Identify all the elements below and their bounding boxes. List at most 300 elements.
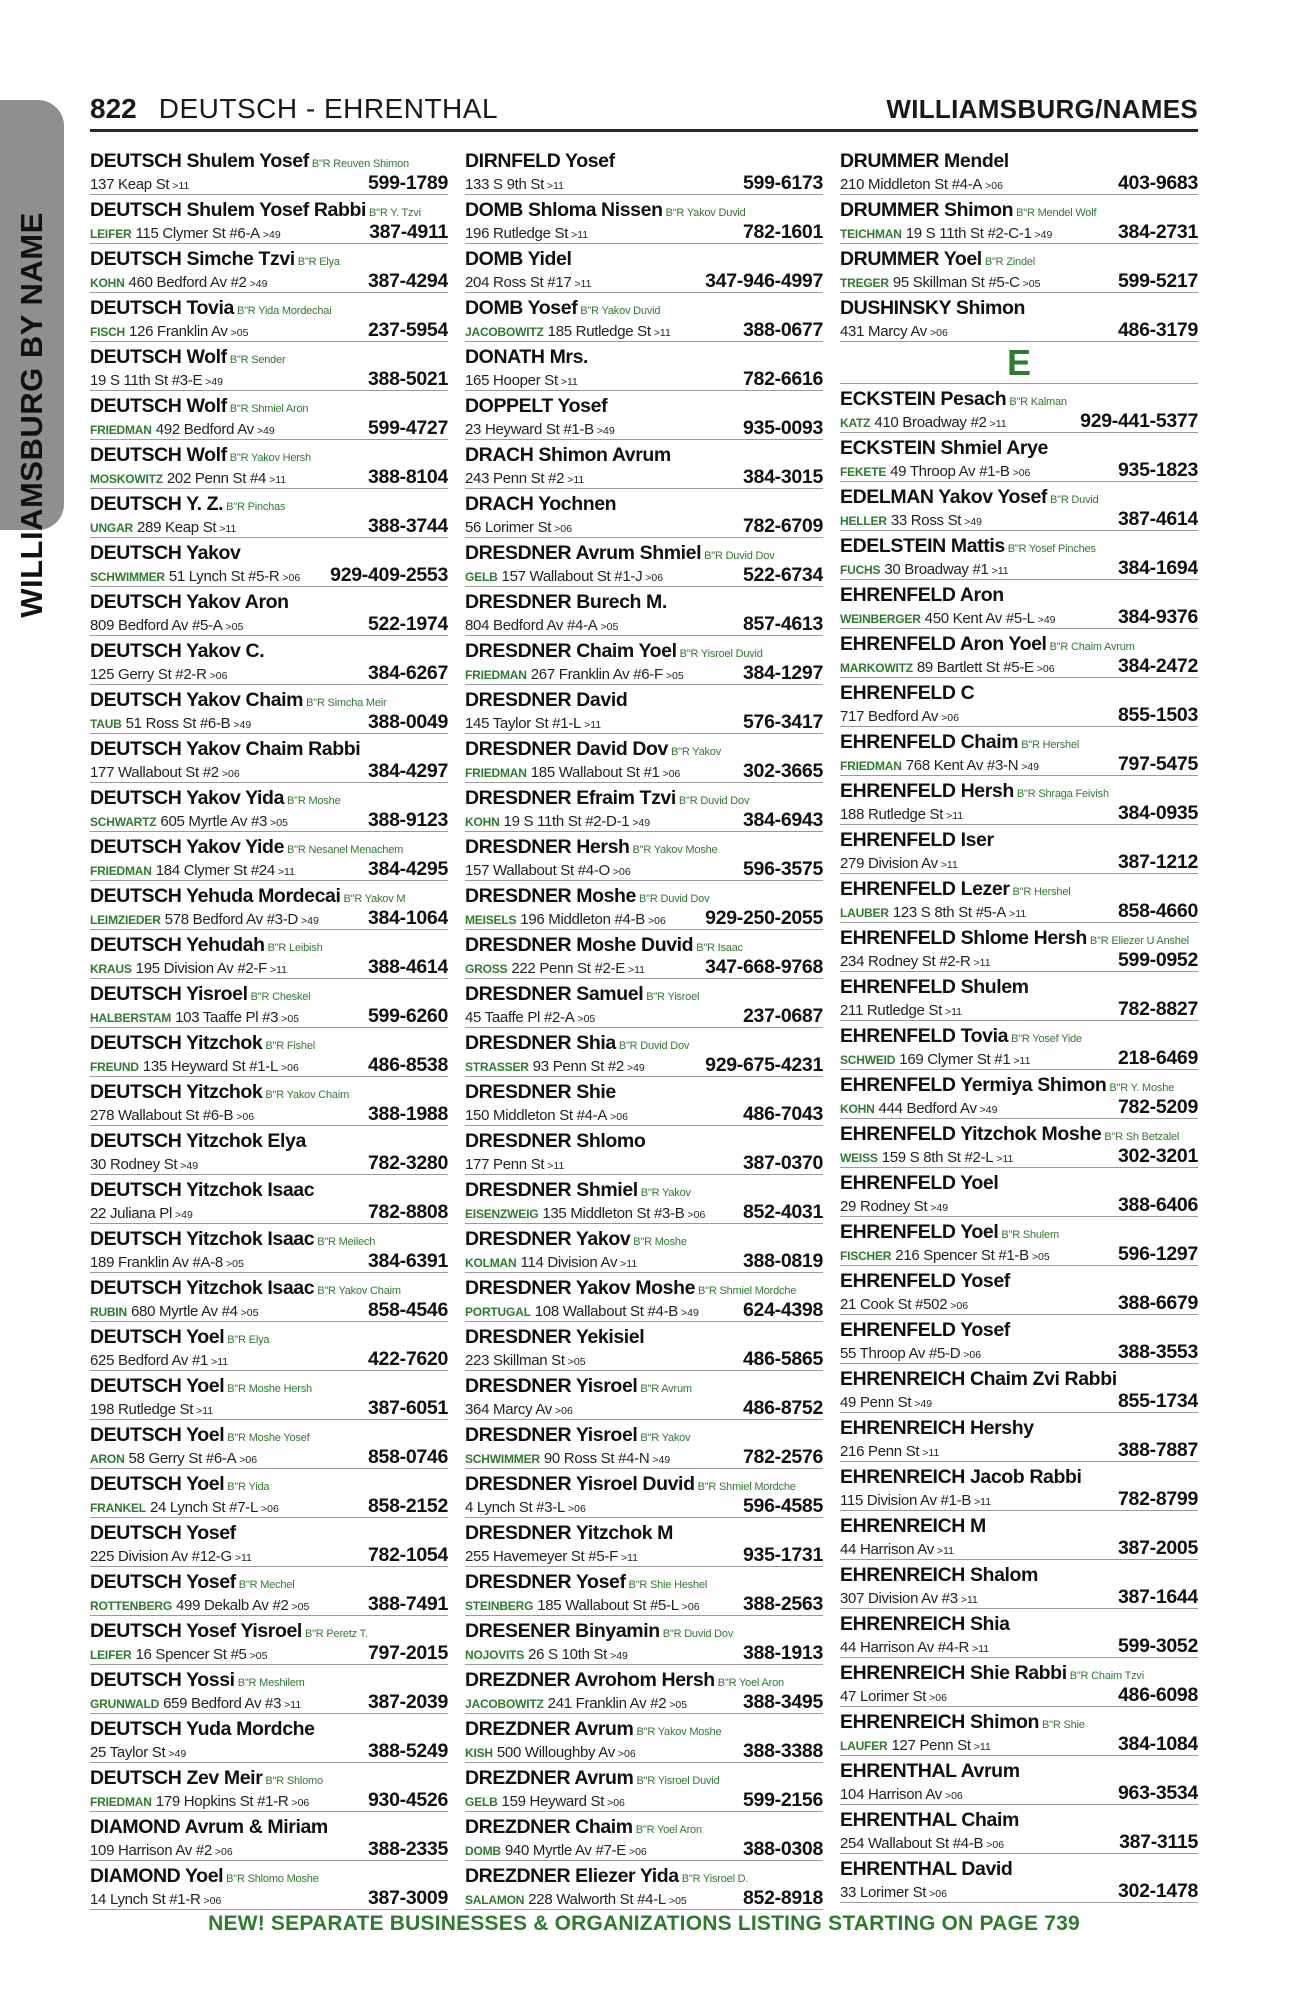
listing-parent: B"R Moshe Yosef	[227, 1432, 310, 1444]
listing-family-name: GROSS	[465, 962, 508, 976]
listing-parent: B"R Yakov	[640, 1432, 691, 1444]
listing-name-line	[90, 247, 448, 271]
listing-zip: >11	[234, 1552, 252, 1564]
listing-phone: 384-4297	[367, 761, 448, 781]
listing-family-name: TEICHMAN	[840, 227, 902, 241]
listing-address-line	[840, 1783, 1198, 1803]
listing-name: EHRENFELD Yoel	[840, 1172, 999, 1194]
listing-street: 104 Harrison Av	[840, 1786, 942, 1803]
listing-zip: >11	[960, 1594, 978, 1606]
listing-address-line	[90, 418, 448, 438]
listing-name: EDELMAN Yakov Yosef	[840, 486, 1047, 508]
listing-phone: 852-8918	[742, 1888, 823, 1908]
listing-name: EHRENFELD Yermiya Shimon	[840, 1074, 1107, 1096]
listing-street: 22 Juliana Pl	[90, 1205, 172, 1222]
listing-name: EHRENFELD Aron Yoel	[840, 633, 1047, 655]
listing-name-line	[90, 1227, 448, 1251]
listing-address-line	[90, 1692, 448, 1712]
listing-entry	[840, 1462, 1198, 1511]
listing-phone: 486-7043	[742, 1104, 823, 1124]
listing-phone: 388-3744	[367, 516, 448, 536]
listing-zip: >05	[291, 1601, 310, 1613]
listing-name: EHRENREICH Shalom	[840, 1564, 1038, 1586]
listing-entry	[90, 783, 448, 832]
listing-street: 44 Harrison Av #4-R	[840, 1639, 970, 1656]
listing-phone: 388-5249	[367, 1741, 448, 1761]
listing-name: DEUTSCH Yoel	[90, 1375, 225, 1397]
listing-parent: B"R Hershel	[1021, 739, 1080, 751]
listing-phone: 599-1789	[367, 173, 448, 193]
listing-entry	[465, 1469, 823, 1518]
listing-family-name: FRIEDMAN	[465, 668, 527, 682]
listing-parent: B"R Shmiel Mordche	[698, 1285, 797, 1297]
listing-street: 234 Rodney St #2-R	[840, 953, 971, 970]
listing-zip: >11	[1009, 908, 1027, 920]
listing-name: DRESDNER Shie	[465, 1081, 616, 1103]
listing-name-line	[90, 982, 448, 1006]
listing-name: ECKSTEIN Pesach	[840, 388, 1007, 410]
listing-entry	[465, 587, 823, 636]
listing-street: 307 Division Av #3	[840, 1590, 958, 1607]
listing-entry	[840, 482, 1198, 531]
listing-address-line	[840, 1391, 1198, 1411]
listing-parent: B"R Duvid Dov	[618, 1040, 690, 1052]
listing-street: 450 Kent Av #5-L	[924, 610, 1035, 627]
listing-family-name: PORTUGAL	[465, 1305, 531, 1319]
listing-entry	[465, 489, 823, 538]
listing-zip: >06	[236, 1111, 255, 1123]
listing-parent: B"R Moshe	[633, 1236, 687, 1248]
listing-phone: 387-4294	[367, 271, 448, 291]
listing-entry	[840, 1560, 1198, 1609]
listing-address-line	[465, 1447, 823, 1467]
listing-phone: 388-0677	[742, 320, 823, 340]
listing-street: 165 Hooper St	[465, 372, 558, 389]
listing-name-line	[465, 296, 823, 320]
listing-phone: 384-1064	[367, 908, 448, 928]
listing-address-line	[840, 1342, 1198, 1362]
listing-name: DRESDNER Shlomo	[465, 1130, 646, 1152]
listing-zip: >06	[929, 1888, 947, 1900]
listing-address-line	[90, 1496, 448, 1516]
listing-entry	[465, 195, 823, 244]
listing-street: 159 S 8th St #2-L	[881, 1149, 994, 1166]
listing-parent: B"R Yoel Aron	[717, 1677, 784, 1689]
listing-name: DEUTSCH Wolf	[90, 395, 227, 417]
listing-name: EHRENFELD Aron	[840, 584, 1004, 606]
listing-name-line	[840, 779, 1198, 803]
listing-name-line	[90, 1668, 448, 1692]
listing-name-line	[90, 737, 448, 761]
listing-address-line	[90, 1839, 448, 1859]
listing-name-line	[465, 1668, 823, 1692]
listing-entry	[90, 440, 448, 489]
listing-name-line	[90, 1080, 448, 1104]
listing-name-line	[465, 394, 823, 418]
listing-zip: >06	[950, 1300, 969, 1312]
listing-name-line	[90, 1521, 448, 1545]
listing-name: EHRENFELD Lezer	[840, 878, 1010, 900]
listing-street: 680 Myrtle Av #4	[131, 1303, 238, 1320]
listing-address-line	[90, 565, 448, 585]
listing-address-line	[465, 516, 823, 536]
listing-name: EHRENTHAL Chaim	[840, 1809, 1019, 1831]
listing-family-name: UNGAR	[90, 521, 133, 535]
listing-entry	[840, 1168, 1198, 1217]
listing-street: 33 Ross St	[890, 512, 962, 529]
listing-name-line	[465, 1521, 823, 1545]
listing-street: 123 S 8th St #5-A	[892, 904, 1007, 921]
listing-parent: B"R Duvid	[1049, 494, 1099, 506]
listing-street: 410 Broadway #2	[874, 414, 987, 431]
listing-phone: 388-3495	[742, 1692, 823, 1712]
listing-address-line	[465, 614, 823, 634]
listing-street: 278 Wallabout St #6-B	[90, 1107, 234, 1124]
listing-phone: 486-8752	[742, 1398, 823, 1418]
listing-name-line	[840, 1073, 1198, 1097]
directory-column	[465, 146, 823, 1908]
listing-zip: >05	[1022, 278, 1041, 290]
listing-family-name: ROTTENBERG	[90, 1599, 173, 1613]
listing-phone: 388-7491	[367, 1594, 448, 1614]
listing-name: EHRENTHAL David	[840, 1858, 1013, 1880]
listing-street: 49 Penn St	[840, 1394, 912, 1411]
listing-name: DIAMOND Avrum & Miriam	[90, 1816, 328, 1838]
listing-name: EHRENREICH Shimon	[840, 1711, 1040, 1733]
listing-phone: 599-2156	[742, 1790, 823, 1810]
listing-entry	[465, 636, 823, 685]
listing-name-line	[90, 296, 448, 320]
listing-family-name: MEISELS	[465, 913, 517, 927]
listing-family-name: SCHWARTZ	[90, 815, 157, 829]
listing-name-line	[90, 884, 448, 908]
listing-street: 578 Bedford Av #3-D	[164, 911, 298, 928]
listing-phone: 384-0935	[1117, 803, 1198, 823]
listing-street: 25 Taylor St	[90, 1744, 166, 1761]
listing-entry	[465, 881, 823, 930]
listing-zip: >11	[946, 810, 964, 822]
listing-family-name: STEINBERG	[465, 1599, 534, 1613]
listing-street: 179 Hopkins St #1-R	[155, 1793, 289, 1810]
listing-name-line	[840, 1857, 1198, 1881]
listing-name: DEUTSCH Yitzchok Isaac	[90, 1228, 315, 1250]
listing-family-name: WEISS	[840, 1151, 878, 1165]
listing-entry	[840, 195, 1198, 244]
listing-phone: 237-0687	[742, 1006, 823, 1026]
listing-zip: >11	[571, 229, 589, 241]
listing-parent: B"R Yakov Hersh	[229, 452, 311, 464]
listing-phone: 387-0370	[742, 1153, 823, 1173]
listing-name-line	[465, 737, 823, 761]
listing-phone: 422-7620	[367, 1349, 448, 1369]
listing-entry	[90, 1077, 448, 1126]
listing-zip: >06	[607, 1797, 625, 1809]
listing-entry	[840, 727, 1198, 776]
listing-name-line	[465, 786, 823, 810]
listing-zip: >05	[668, 1895, 687, 1907]
listing-street: 137 Keap St	[90, 176, 170, 193]
listing-name: DRESDNER David	[465, 689, 628, 711]
listing-address-line	[465, 1300, 823, 1320]
listing-street: 150 Middleton St #4-A	[465, 1107, 608, 1124]
listing-address-line	[90, 1741, 448, 1761]
listing-phone: 388-2335	[367, 1839, 448, 1859]
listing-entry	[840, 1805, 1198, 1854]
listing-phone: 782-1601	[742, 222, 823, 242]
listing-name: DEUTSCH Yitzchok	[90, 1032, 263, 1054]
listing-zip: >06	[930, 327, 948, 339]
listing-address-line	[90, 1006, 448, 1026]
listing-name-line	[465, 688, 823, 712]
listing-street: 114 Division Av	[520, 1254, 618, 1271]
listing-entry	[90, 734, 448, 783]
listing-name: ECKSTEIN Shmiel Arye	[840, 437, 1049, 459]
listing-entry	[840, 433, 1198, 482]
listing-family-name: ARON	[90, 1452, 125, 1466]
listing-zip: >05	[577, 1013, 596, 1025]
listing-street: 184 Clymer St #24	[155, 862, 275, 879]
listing-entry	[90, 1812, 448, 1861]
listing-zip: >49	[205, 376, 224, 388]
listing-family-name: KOHN	[840, 1102, 875, 1116]
listing-phone: 930-4526	[367, 1790, 448, 1810]
listing-zip: >11	[574, 278, 592, 290]
listing-parent: B"R Duvid Dov	[639, 893, 710, 905]
listing-name-line	[465, 933, 823, 957]
listing-zip: >05	[249, 1650, 268, 1662]
listing-name-line	[840, 1416, 1198, 1440]
listing-family-name: TREGER	[840, 276, 889, 290]
listing-street: 254 Wallabout St #4-B	[840, 1835, 984, 1852]
listing-zip: >06	[617, 1748, 636, 1760]
listing-address-line	[465, 222, 823, 242]
listing-name: DREZDNER Eliezer Yida	[465, 1865, 679, 1887]
listing-phone: 388-0308	[742, 1839, 823, 1859]
listing-name: DRESDNER Moshe Duvid	[465, 934, 694, 956]
listing-zip: >49	[632, 817, 651, 829]
listing-name: DREZDNER Avrohom Hersh	[465, 1669, 715, 1691]
listing-street: 177 Penn St	[465, 1156, 545, 1173]
listing-name-line	[840, 1367, 1198, 1391]
listing-family-name: FREUND	[90, 1060, 139, 1074]
listing-parent: B"R Kalman	[1009, 396, 1067, 408]
listing-entry	[840, 1854, 1198, 1903]
listing-street: 625 Bedford Av #1	[90, 1352, 209, 1369]
listing-family-name: GELB	[465, 570, 498, 584]
listing-address-line	[90, 222, 448, 242]
listing-name-line	[90, 933, 448, 957]
listing-phone: 599-0952	[1117, 950, 1198, 970]
listing-name: DRESDNER Yisroel Duvid	[465, 1473, 695, 1495]
listing-name-line	[840, 534, 1198, 558]
listing-phone: 388-1988	[367, 1104, 448, 1124]
listing-entry	[840, 825, 1198, 874]
listing-name-line	[465, 1766, 823, 1790]
listing-name-line	[90, 492, 448, 516]
listing-zip: >11	[620, 1552, 638, 1564]
listing-name: DEUTSCH Y. Z.	[90, 493, 224, 515]
listing-phone: 388-9123	[367, 810, 448, 830]
listing-street: 202 Penn St #4	[166, 470, 267, 487]
listing-name-line	[90, 688, 448, 712]
listing-address-line	[90, 1202, 448, 1222]
listing-name: DRESDNER Yisroel	[465, 1375, 638, 1397]
listing-zip: >06	[610, 1111, 628, 1123]
listing-address-line	[840, 320, 1198, 340]
listing-family-name: FRANKEL	[90, 1501, 146, 1515]
listing-street: 93 Penn St #2	[532, 1058, 624, 1075]
listing-parent: B"R Yakov Chaim	[317, 1285, 401, 1297]
listing-entry	[90, 1665, 448, 1714]
listing-zip: >11	[584, 719, 602, 731]
listing-street: 768 Kent Av #3-N	[905, 757, 1019, 774]
listing-entry	[840, 1119, 1198, 1168]
listing-street: 26 S 10th St	[528, 1646, 608, 1663]
listing-entry	[840, 146, 1198, 195]
listing-address-line	[840, 705, 1198, 725]
listing-name-line	[465, 884, 823, 908]
listing-entry	[465, 1616, 823, 1665]
listing-family-name: FRIEDMAN	[90, 423, 152, 437]
listing-address-line	[840, 271, 1198, 291]
listing-phone: 935-0093	[742, 418, 823, 438]
listing-address-line	[465, 173, 823, 193]
listing-phone: 388-3388	[742, 1741, 823, 1761]
listing-street: 58 Gerry St #6-A	[128, 1450, 237, 1467]
listing-name-line	[90, 1178, 448, 1202]
listing-parent: B"R Yakov Duvid	[580, 305, 661, 317]
listing-name-line	[840, 1808, 1198, 1832]
listing-address-line	[840, 509, 1198, 529]
listing-name: DEUTSCH Yakov Chaim	[90, 689, 304, 711]
listing-entry	[465, 146, 823, 195]
listing-name: DRACH Shimon Avrum	[465, 444, 671, 466]
listing-street: 289 Keap St	[137, 519, 217, 536]
listing-zip: >05	[281, 1013, 299, 1025]
listing-phone: 929-675-4231	[705, 1055, 823, 1075]
listing-family-name: EISENZWEIG	[465, 1207, 539, 1221]
listing-zip: >05	[270, 817, 288, 829]
listing-street: 108 Wallabout St #4-B	[534, 1303, 678, 1320]
listing-phone: 387-4911	[369, 222, 448, 242]
listing-street: 30 Broadway #1	[884, 561, 989, 578]
listing-entry	[465, 1028, 823, 1077]
listing-parent: B"R Yida	[227, 1481, 270, 1493]
listing-zip: >11	[546, 180, 565, 192]
listing-name: DEUTSCH Yossi	[90, 1669, 235, 1691]
listing-name: DEUTSCH Yakov	[90, 542, 241, 564]
listing-street: 24 Lynch St #7-L	[149, 1499, 258, 1516]
listing-zip: >11	[284, 1699, 302, 1711]
listing-name-line	[840, 485, 1198, 509]
listing-family-name: RUBIN	[90, 1305, 127, 1319]
listing-address-line	[840, 173, 1198, 193]
listing-zip: >49	[914, 1398, 933, 1410]
listing-address-line	[840, 460, 1198, 480]
listing-zip: >06	[214, 1846, 233, 1858]
listing-name-line	[840, 632, 1198, 656]
listing-address-line	[465, 1202, 823, 1222]
listing-entry	[465, 930, 823, 979]
listing-entry	[465, 1763, 823, 1812]
listing-parent: B"R Eliezer U Anshel	[1089, 935, 1189, 947]
listing-parent: B"R Duvid Dov	[704, 550, 775, 562]
listing-phone: 403-9683	[1117, 173, 1198, 193]
listing-name-line	[465, 443, 823, 467]
listing-entry	[840, 776, 1198, 825]
listing-family-name: HELLER	[840, 514, 887, 528]
listing-name-line	[840, 1612, 1198, 1636]
listing-name-line	[840, 1269, 1198, 1293]
listing-entry	[840, 874, 1198, 923]
listing-address-line	[90, 1251, 448, 1271]
listing-zip: >11	[277, 866, 295, 878]
listing-name: DRACH Yochnen	[465, 493, 617, 515]
listing-phone: 855-1503	[1117, 705, 1198, 725]
listing-family-name: HALBERSTAM	[90, 1011, 172, 1025]
listing-phone: 782-6709	[742, 516, 823, 536]
listing-phone: 963-3534	[1117, 1783, 1198, 1803]
listing-entry	[90, 685, 448, 734]
listing-entry	[465, 1567, 823, 1616]
listing-parent: B"R Shie Heshel	[628, 1579, 708, 1591]
listing-name-line	[90, 1423, 448, 1447]
listing-address-line	[465, 712, 823, 732]
listing-name: DRESDNER Yitzchok M	[465, 1522, 674, 1544]
listing-zip: >49	[930, 1202, 949, 1214]
listing-entry	[840, 293, 1198, 342]
listing-family-name: FRIEDMAN	[465, 766, 527, 780]
listing-street: 216 Spencer St #1-B	[895, 1247, 1029, 1264]
listing-entry	[465, 685, 823, 734]
listing-name: DREZDNER Avrum	[465, 1718, 634, 1740]
listing-address-line	[840, 1685, 1198, 1705]
listing-name-line	[840, 681, 1198, 705]
listing-street: 185 Wallabout St #5-L	[537, 1597, 679, 1614]
listing-zip: >49	[256, 425, 275, 437]
listing-entry	[465, 1371, 823, 1420]
listing-zip: >11	[940, 859, 958, 871]
listing-name-line	[90, 1864, 448, 1888]
listing-parent: B"R Yisroel D.	[681, 1873, 749, 1885]
listing-name: EHRENREICH Hershy	[840, 1417, 1034, 1439]
listing-address-line	[840, 607, 1198, 627]
listing-address-line	[840, 1734, 1198, 1754]
listing-street: 4 Lynch St #3-L	[465, 1499, 566, 1516]
listing-phone: 486-3179	[1117, 320, 1198, 340]
listing-name: DEUTSCH Yitzchok Elya	[90, 1130, 306, 1152]
listing-zip: >49	[262, 229, 281, 241]
listing-address-line	[840, 1587, 1198, 1607]
listing-address-line	[465, 271, 823, 291]
listing-name: DRESDNER Yisroel	[465, 1424, 638, 1446]
listing-name-line	[840, 296, 1198, 320]
listing-street: 196 Rutledge St	[465, 225, 569, 242]
listing-zip: >11	[219, 523, 237, 535]
listing-street: 500 Willoughby Av	[496, 1744, 615, 1761]
listing-entry	[90, 1469, 448, 1518]
listing-street: 809 Bedford Av #5-A	[90, 617, 223, 634]
listing-phone: 929-409-2553	[330, 565, 448, 585]
listing-family-name: FRIEDMAN	[840, 759, 902, 773]
listing-entry	[465, 1077, 823, 1126]
listing-phone: 599-5217	[1117, 271, 1198, 291]
listing-entry	[465, 783, 823, 832]
listing-entry	[90, 195, 448, 244]
listing-name: EHRENFELD Shulem	[840, 976, 1029, 998]
listing-street: 115 Division Av #1-B	[840, 1492, 972, 1509]
listing-name: DOMB Shloma Nissen	[465, 199, 663, 221]
